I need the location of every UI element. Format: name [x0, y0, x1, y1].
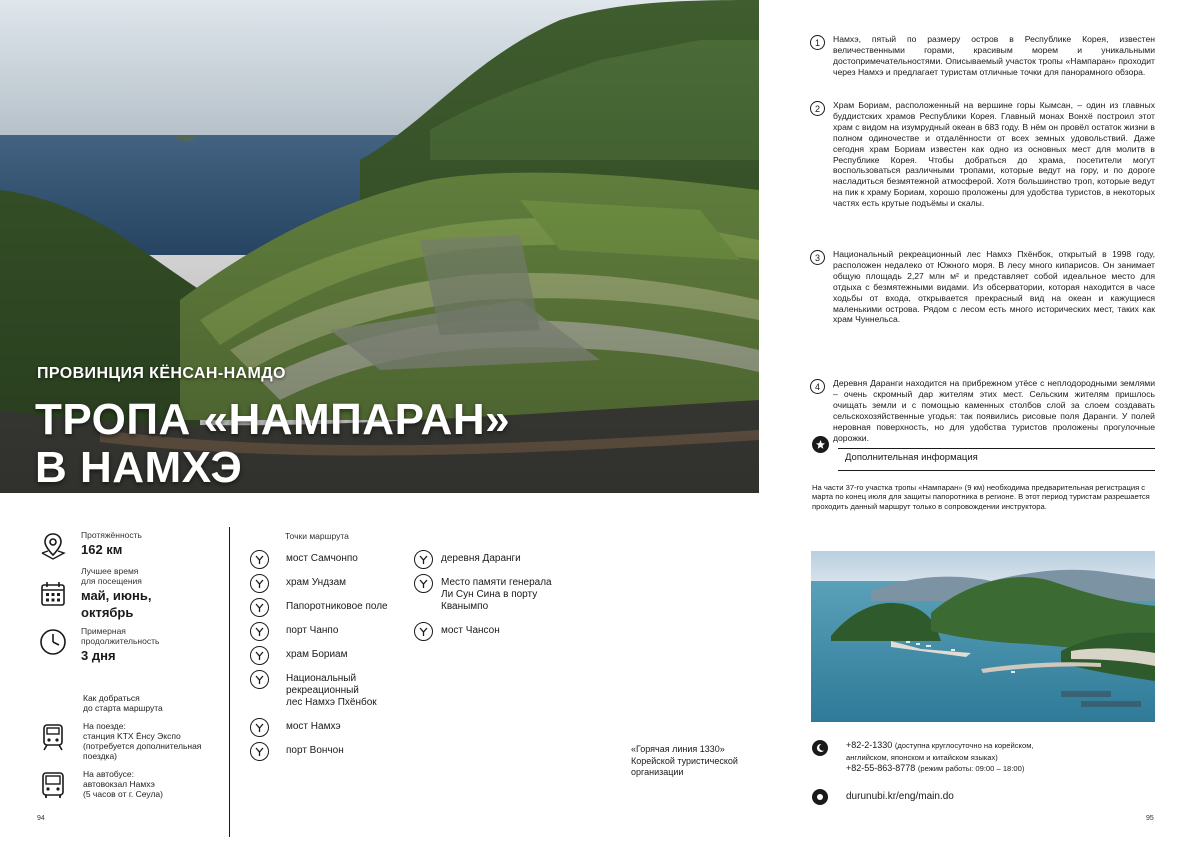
route-point-label: храм Бориам — [286, 649, 348, 660]
route-point — [250, 574, 346, 593]
paragraph-text: Национальный рекреационный лес Намхэ Пхёнбок, открытый в 1998 году, расположен недалеко от Южного моря. В лесу много кипарисов. Он занимает общую площадь 2,27 млн м² и представляет собой идеальное место для отдыха с безмятежными видами. Из обсерватории, которая находится в часе ходьбы от входа, открывается прекрасный вид на океан и кажущиеся маленькими острова. Рядом с лесом есть много исторических мест, таких как храм Чуннельса. — [833, 249, 1155, 325]
page-number-left: 94 — [37, 815, 45, 822]
province-heading: ПРОВИНЦИЯ КЁНСАН-НАМДО — [37, 365, 286, 382]
phone-2-note: (режим работы: 09:00 – 18:00) — [917, 764, 1025, 773]
waypoint-icon — [414, 574, 433, 593]
route-point — [414, 550, 521, 569]
additional-bottom-rule — [838, 470, 1155, 471]
harbor-photo — [811, 551, 1155, 722]
route-point — [250, 622, 338, 641]
web-contact — [812, 789, 954, 805]
paragraph-text: Намхэ, пятый по размеру остров в Республике Корея, известен величественными горами, красивым морем и уникальными достопримечательностями. Описываемый участок тропы «Нампаран» проходит через Намхэ и предлагает туристам отличные точки для панорамного обзора. — [833, 34, 1155, 77]
route-heading: Точки маршрута — [285, 531, 349, 541]
duration-value: 3 дня — [81, 648, 116, 663]
page-number-right: 95 — [1146, 815, 1154, 822]
waypoint-icon — [414, 550, 433, 569]
route-point-label: мост Намхэ — [286, 721, 341, 732]
route-point-label: мост Чансон — [441, 625, 500, 636]
route-point — [414, 574, 552, 613]
route-point-label: Место памяти генерала Ли Сун Сина в порту Кванымпо — [441, 577, 552, 612]
waypoint-icon — [414, 622, 433, 641]
paragraph-text: Деревня Даранги находится на прибрежном утёсе с неплодородными землями – очень скромный дар жителям этих мест. Сельским жителям пришлось очищать земли и с помощью каменных столбов слой за слоем создавать сельскохозяйственные угодья: так появились рисовые поля Даранги. У полей неровная поверхность, но для удобства туристов проложены прогулочные дорожки. — [833, 378, 1155, 443]
route-point-label: Национальный рекреационный лес Намхэ Пхёнбок — [286, 673, 377, 708]
route-point-label: порт Чанпо — [286, 625, 339, 636]
route-point — [250, 550, 358, 569]
route-point — [250, 742, 344, 761]
route-point-label: деревня Даранги — [441, 553, 521, 564]
train-text: На поезде: станция KTX Ёнсу Экспо (потребуется дополнительная поездка) — [83, 721, 202, 761]
route-point — [250, 670, 377, 709]
clock-icon — [37, 626, 69, 658]
waypoint-icon — [250, 598, 269, 617]
calendar-icon — [37, 578, 69, 610]
waypoint-icon — [250, 622, 269, 641]
paragraph-1 — [810, 34, 1155, 78]
waypoint-icon — [250, 646, 269, 665]
additional-info-text: На части 37-го участка тропы «Нампаран» (9 км) необходима предварительная регистрация с марта по конец июля для защиты папоротника в регионе. В этот период туристам разрешается проходить данный маршрут только в сопровождении инструктора. — [812, 483, 1150, 511]
length-value: 162 км — [81, 542, 123, 557]
route-point — [250, 718, 341, 737]
harbor-landscape-image — [811, 551, 1155, 722]
waypoint-icon — [250, 550, 269, 569]
route-point — [250, 646, 347, 665]
hotline-caption: «Горячая линия 1330» Корейской туристической организации — [631, 744, 738, 777]
route-point — [250, 598, 388, 617]
duration-info — [37, 626, 159, 664]
bus-text: На автобусе: автовокзал Намхэ (5 часов от г. Сеула) — [83, 769, 163, 799]
paragraph-3 — [810, 249, 1155, 325]
route-point-label: Папоротниковое поле — [286, 601, 388, 612]
season-label: Лучшее время для посещения — [81, 566, 142, 586]
trail-title-line-2: В НАМХЭ — [35, 443, 243, 492]
map-pin-icon — [37, 530, 69, 562]
hero-photo — [0, 0, 759, 493]
season-info — [37, 566, 151, 621]
paragraph-text: Храм Бориам, расположенный на вершине горы Кымсан, – один из главных буддистских храмов Республики Корея. Главный монах Вонхё построил этот храм с видом на изумрудный океан в 683 году. В нём он провёл остаток жизни в полном одиночестве и отдалённости от всех земных удовольствий. Даже сегодня храм Бориам известен как одно из основных мест для молитв в Республике Корея. Чтобы добраться до храма, посетители могут воспользоваться различными тропами, которые ведут на гору, и по дороге насладиться безмятежной атмосферой. Хотя большинство троп, которые ведут на пик к храму Бориам, хорошо проложены для удобства туристов, в некоторых частях есть крутые подъёмы и скалы. — [833, 100, 1155, 209]
paragraph-2 — [810, 100, 1155, 209]
paragraph-number: 3 — [810, 250, 825, 265]
paragraph-number: 2 — [810, 101, 825, 116]
column-divider — [229, 527, 230, 837]
route-point-label: порт Вончон — [286, 745, 344, 756]
phone-number-1[interactable]: +82-2-1330 — [846, 740, 893, 750]
paragraph-number: 4 — [810, 379, 825, 394]
access-heading: Как добраться до старта маршрута — [83, 693, 163, 713]
website-link[interactable]: durunubi.kr/eng/main.do — [846, 791, 954, 802]
season-value: май, июнь, октябрь — [81, 588, 152, 620]
waypoint-icon — [250, 670, 269, 689]
waypoint-icon — [250, 574, 269, 593]
length-label: Протяжённость — [81, 530, 142, 540]
paragraph-4 — [810, 378, 1155, 443]
train-icon — [37, 721, 69, 753]
moon-phone-icon — [812, 740, 828, 756]
paragraph-number: 1 — [810, 35, 825, 50]
trail-title-line-1: ТРОПА «НАМПАРАН» — [35, 395, 511, 444]
route-point-label: мост Самчонпо — [286, 553, 358, 564]
star-icon — [812, 436, 829, 453]
trail-title — [35, 396, 510, 492]
route-point — [414, 622, 500, 641]
phone-1-note-2: английском, японском и китайском языках) — [846, 752, 998, 762]
additional-info-title: Дополнительная информация — [845, 452, 978, 463]
web-ring-icon — [812, 789, 828, 805]
phone-number-2[interactable]: +82-55-863-8778 — [846, 763, 916, 773]
bus-info — [37, 769, 163, 801]
duration-label: Примерная продолжительность — [81, 626, 160, 646]
route-point-label: храм Ундзам — [286, 577, 347, 588]
bus-icon — [37, 769, 69, 801]
train-info — [37, 721, 201, 761]
phone-contact — [812, 740, 1034, 775]
waypoint-icon — [250, 718, 269, 737]
length-info — [37, 530, 142, 562]
waypoint-icon — [250, 742, 269, 761]
additional-top-rule — [838, 448, 1155, 449]
phone-1-note: (доступна круглосуточно на корейском, — [894, 741, 1034, 750]
